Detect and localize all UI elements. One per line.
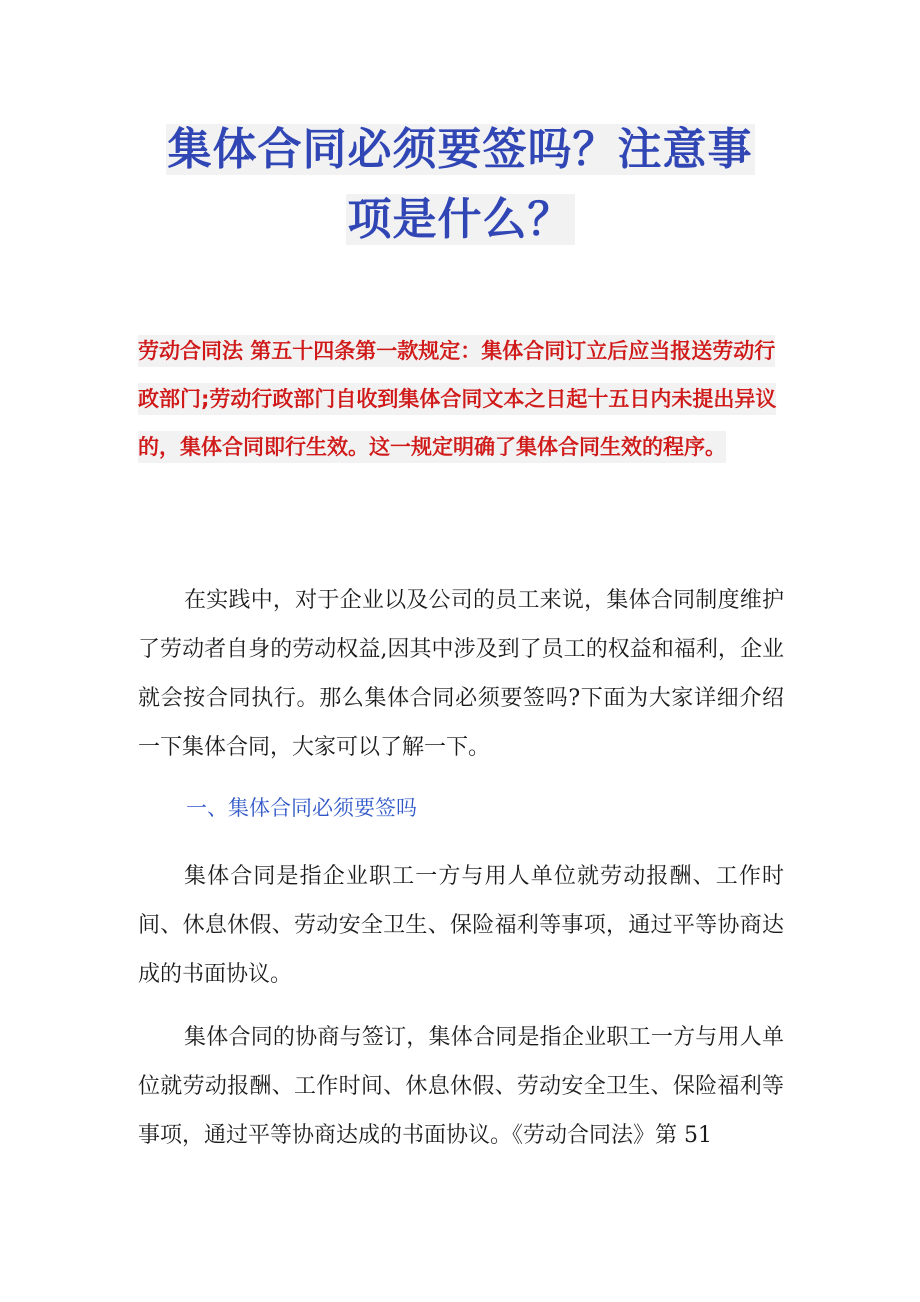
title-text-2: 项是什么？ (347, 194, 573, 245)
definition-paragraph: 集体合同是指企业职工一方与用人单位就劳动报酬、工作时间、休息休假、劳动安全卫生、保险福利等事项，通过平等协商达成的书面协议。 (138, 864, 784, 987)
page-title-line-1 (0, 120, 920, 180)
title-text-1: 集体合同必须要签吗？注意事 (167, 124, 753, 175)
legal-highlight-text: 劳动合同法 第五十四条第一款规定：集体合同订立后应当报送劳动行政部门;劳动行政部门自收到集体合同文本之日起十五日内未提出异议的，集体合同即行生效。这一规定明确了集体合同生效的程序。 (138, 335, 776, 463)
legal-highlight-paragraph (138, 327, 788, 471)
negotiation-paragraph: 集体合同的协商与签订，集体合同是指企业职工一方与用人单位就劳动报酬、工作时间、休息休假、劳动安全卫生、保险福利等事项，通过平等协商达成的书面协议。《劳动合同法》第 51 (138, 1025, 784, 1148)
page-title-line-2 (0, 190, 920, 250)
section-heading-1: 一、集体合同必须要签吗 (186, 796, 417, 820)
intro-paragraph: 在实践中，对于企业以及公司的员工来说，集体合同制度维护了劳动者自身的劳动权益,因其中涉及到了员工的权益和福利，企业就会按合同执行。那么集体合同必须要签吗?下面为大家详细介绍一下集体合同，大家可以了解一下。 (138, 588, 784, 760)
